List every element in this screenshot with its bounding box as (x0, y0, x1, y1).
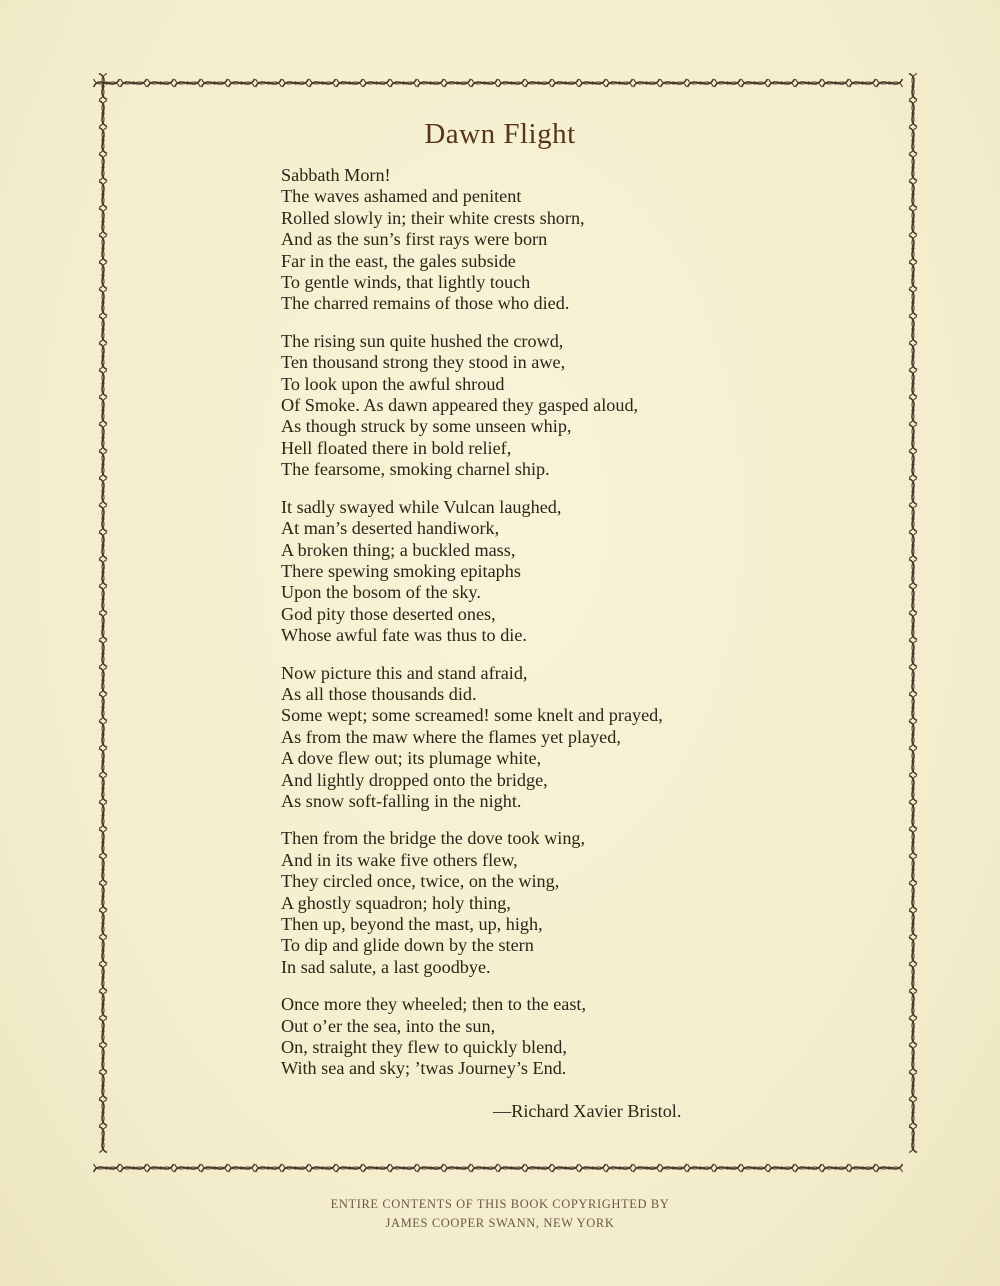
poem-line: Hell floated there in bold relief, (281, 437, 512, 458)
scroll-border-icon (909, 155, 917, 181)
scroll-border-icon (121, 79, 147, 87)
border-right (903, 73, 923, 1178)
scroll-border-icon (99, 830, 107, 856)
scroll-border-icon (99, 533, 107, 559)
scroll-border-icon (99, 344, 107, 370)
poem-line: Out o’er the sea, into the sun, (281, 1015, 496, 1036)
scroll-border-icon (909, 884, 917, 910)
scroll-border-icon (256, 1164, 282, 1172)
scroll-border-icon (99, 722, 107, 748)
poem-line: The rising sun quite hushed the crowd, (281, 330, 564, 351)
scroll-border-icon (909, 1100, 917, 1126)
scroll-border-icon (364, 1164, 390, 1172)
poem-line: The waves ashamed and penitent (281, 186, 522, 207)
poem-line: As snow soft-falling in the night. (281, 790, 522, 811)
scroll-border-icon (148, 79, 174, 87)
scroll-border-icon (607, 1164, 633, 1172)
scroll-border-icon (850, 1164, 876, 1172)
scroll-border-icon (877, 79, 903, 87)
border-top (93, 73, 923, 93)
scroll-border-icon (256, 79, 282, 87)
scroll-border-icon (742, 79, 768, 87)
poem-line: The charred remains of those who died. (281, 293, 570, 314)
poem-line: It sadly swayed while Vulcan laughed, (281, 496, 562, 517)
scroll-border-icon (418, 1164, 444, 1172)
scroll-border-icon (99, 398, 107, 424)
scroll-border-icon (99, 209, 107, 235)
poem-line: Then from the bridge the dove took wing, (281, 828, 586, 849)
scroll-border-icon (909, 398, 917, 424)
scroll-border-icon (909, 749, 917, 775)
scroll-border-icon (796, 1164, 822, 1172)
scroll-border-icon (121, 1164, 147, 1172)
scroll-border-icon (337, 79, 363, 87)
border-left (93, 73, 113, 1178)
scroll-border-icon (99, 803, 107, 829)
scroll-border-icon (661, 79, 687, 87)
scroll-border-icon (661, 1164, 687, 1172)
poem-stanza (281, 994, 801, 1080)
copyright-line-2: JAMES COOPER SWANN, NEW YORK (385, 1216, 615, 1230)
poem-line: To gentle winds, that lightly touch (281, 272, 531, 293)
scroll-border-icon (283, 1164, 309, 1172)
poem-line: Ten thousand strong they stood in awe, (281, 352, 566, 373)
scroll-border-icon (99, 74, 107, 100)
scroll-border-icon (99, 587, 107, 613)
scroll-border-icon (445, 1164, 471, 1172)
scroll-border-icon (909, 479, 917, 505)
poem-line: As though struck by some unseen whip, (281, 416, 572, 437)
scroll-border-icon (715, 1164, 741, 1172)
poem-author: —Richard Xavier Bristol. (493, 1101, 682, 1121)
scroll-border-icon (909, 857, 917, 883)
poem-line: There spewing smoking epitaphs (281, 560, 521, 581)
scroll-border-icon (909, 452, 917, 478)
poem-line: As from the maw where the flames yet played, (281, 726, 621, 747)
poem-stanza (281, 663, 801, 813)
scroll-border-icon (909, 614, 917, 640)
scroll-border-icon (202, 1164, 228, 1172)
scroll-border-icon (99, 1100, 107, 1126)
scroll-border-icon (391, 79, 417, 87)
scroll-border-icon (99, 695, 107, 721)
scroll-border-icon (99, 776, 107, 802)
scroll-border-icon (909, 965, 917, 991)
scroll-border-icon (823, 79, 849, 87)
scroll-border-icon (877, 1164, 903, 1172)
poem-line: And lightly dropped onto the bridge, (281, 769, 548, 790)
scroll-border-icon (99, 938, 107, 964)
scroll-border-icon (99, 884, 107, 910)
scroll-border-icon (526, 79, 552, 87)
poem-stanza (281, 828, 801, 978)
poem-line: Far in the east, the gales subside (281, 250, 516, 271)
poem-line: As all those thousands did. (281, 683, 477, 704)
scroll-border-icon (823, 1164, 849, 1172)
scroll-border-icon (99, 749, 107, 775)
scroll-border-icon (909, 587, 917, 613)
poem-line: The fearsome, smoking charnel ship. (281, 459, 550, 480)
scroll-border-icon (337, 1164, 363, 1172)
poem-line: God pity those deserted ones, (281, 603, 496, 624)
scroll-border-icon (99, 1073, 107, 1099)
poem-line: Now picture this and stand afraid, (281, 662, 528, 683)
scroll-border-icon (909, 560, 917, 586)
scroll-border-icon (688, 1164, 714, 1172)
scroll-border-icon (607, 79, 633, 87)
scroll-border-icon (310, 1164, 336, 1172)
copyright-notice (0, 1195, 1000, 1233)
scroll-border-icon (99, 236, 107, 262)
scroll-border-icon (909, 776, 917, 802)
scroll-border-icon (580, 1164, 606, 1172)
copyright-line-1: ENTIRE CONTENTS OF THIS BOOK COPYRIGHTED BY (330, 1197, 670, 1211)
scroll-border-icon (99, 452, 107, 478)
scroll-border-icon (909, 74, 917, 100)
scroll-border-icon (909, 209, 917, 235)
scroll-border-icon (148, 1164, 174, 1172)
poem-line: Upon the bosom of the sky. (281, 582, 481, 603)
poem-line: Sabbath Morn! (281, 165, 391, 185)
scroll-border-icon (202, 79, 228, 87)
scroll-border-icon (909, 803, 917, 829)
scroll-border-icon (715, 79, 741, 87)
scroll-border-icon (99, 263, 107, 289)
scroll-border-icon (909, 317, 917, 343)
scroll-border-icon (909, 938, 917, 964)
scroll-border-icon (909, 236, 917, 262)
poem-line: A broken thing; a buckled mass, (281, 539, 516, 560)
scroll-border-icon (634, 79, 660, 87)
poem-stanza (281, 165, 801, 315)
poem-line: To dip and glide down by the stern (281, 935, 534, 956)
scroll-border-icon (634, 1164, 660, 1172)
scroll-border-icon (175, 79, 201, 87)
poem-line: In sad salute, a last goodbye. (281, 956, 491, 977)
scroll-border-icon (310, 79, 336, 87)
scroll-border-icon (472, 1164, 498, 1172)
scroll-border-icon (909, 668, 917, 694)
poem-line: With sea and sky; ’twas Journey’s End. (281, 1058, 567, 1079)
scroll-border-icon (99, 371, 107, 397)
scroll-border-icon (99, 317, 107, 343)
scroll-border-icon (99, 857, 107, 883)
scroll-border-icon (769, 1164, 795, 1172)
poem-stanza (281, 331, 801, 481)
scroll-border-icon (99, 155, 107, 181)
scroll-border-icon (99, 1046, 107, 1072)
border-bottom (93, 1158, 923, 1178)
poem-title: Dawn Flight (424, 118, 576, 150)
scroll-border-icon (580, 79, 606, 87)
scroll-border-icon (909, 371, 917, 397)
scroll-border-icon (99, 479, 107, 505)
scroll-border-icon (391, 1164, 417, 1172)
scroll-border-icon (553, 1164, 579, 1172)
scroll-border-icon (909, 182, 917, 208)
scroll-border-icon (909, 263, 917, 289)
scroll-border-icon (229, 1164, 255, 1172)
scroll-border-icon (99, 992, 107, 1018)
scroll-border-icon (553, 79, 579, 87)
scroll-border-icon (909, 344, 917, 370)
scroll-border-icon (99, 182, 107, 208)
scroll-border-icon (499, 1164, 525, 1172)
scroll-border-icon (99, 506, 107, 532)
scroll-border-icon (909, 1127, 917, 1153)
scroll-border-icon (909, 641, 917, 667)
poem-line: On, straight they flew to quickly blend, (281, 1037, 567, 1058)
scroll-border-icon (742, 1164, 768, 1172)
scroll-border-icon (472, 79, 498, 87)
scroll-border-icon (99, 560, 107, 586)
scroll-border-icon (909, 695, 917, 721)
poem-stanza (281, 497, 801, 647)
scroll-border-icon (526, 1164, 552, 1172)
scroll-border-icon (99, 1019, 107, 1045)
poem-line: And as the sun’s first rays were born (281, 229, 548, 250)
scroll-border-icon (688, 79, 714, 87)
scroll-border-icon (418, 79, 444, 87)
scroll-border-icon (769, 79, 795, 87)
poem-body (281, 165, 801, 1096)
scroll-border-icon (99, 614, 107, 640)
scroll-border-icon (99, 1127, 107, 1153)
scroll-border-icon (909, 1046, 917, 1072)
poem-line: And in its wake five others flew, (281, 849, 518, 870)
poem-line: Of Smoke. As dawn appeared they gasped aloud, (281, 395, 639, 416)
scroll-border-icon (99, 668, 107, 694)
scroll-border-icon (99, 965, 107, 991)
scroll-border-icon (909, 722, 917, 748)
scroll-border-icon (364, 79, 390, 87)
scroll-border-icon (909, 1019, 917, 1045)
scroll-border-icon (909, 911, 917, 937)
scroll-border-icon (99, 911, 107, 937)
scroll-border-icon (229, 79, 255, 87)
scroll-border-icon (796, 79, 822, 87)
scroll-border-icon (499, 79, 525, 87)
scroll-border-icon (850, 79, 876, 87)
poem-line: A dove flew out; its plumage white, (281, 748, 542, 769)
poem-line: A ghostly squadron; holy thing, (281, 892, 511, 913)
scroll-border-icon (175, 1164, 201, 1172)
poem-line: Whose awful fate was thus to die. (281, 625, 527, 646)
scroll-border-icon (99, 641, 107, 667)
scroll-border-icon (445, 79, 471, 87)
scroll-border-icon (909, 992, 917, 1018)
scroll-border-icon (909, 506, 917, 532)
scroll-border-icon (283, 79, 309, 87)
poem-line: Then up, beyond the mast, up, high, (281, 914, 543, 934)
scroll-border-icon (909, 425, 917, 451)
scroll-border-icon (909, 830, 917, 856)
poem-line: Rolled slowly in; their white crests shorn, (281, 207, 585, 228)
poem-line: They circled once, twice, on the wing, (281, 871, 560, 892)
poem-line: To look upon the awful shroud (281, 373, 505, 394)
scroll-border-icon (99, 290, 107, 316)
scroll-border-icon (99, 425, 107, 451)
scroll-border-icon (909, 1073, 917, 1099)
scroll-border-icon (909, 290, 917, 316)
poem-line: Some wept; some screamed! some knelt and prayed, (281, 705, 663, 726)
scroll-border-icon (909, 533, 917, 559)
poem-line: At man’s deserted handiwork, (281, 518, 500, 539)
poem-line: Once more they wheeled; then to the east, (281, 994, 587, 1015)
